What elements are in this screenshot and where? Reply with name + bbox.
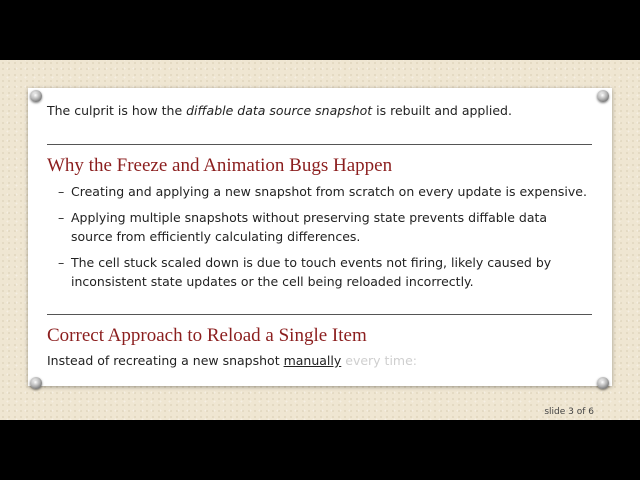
bullet-text: Applying multiple snapshots without preserving state prevents diffable data source from efficiently calculating differences. [71,209,548,244]
bullet-marker: – [58,209,65,225]
bullet-item [58,253,588,292]
pushpin-icon [30,90,42,102]
pushpin-icon [597,377,609,389]
intro-emphasis: diffable data source snapshot [186,103,373,118]
divider [47,314,592,315]
intro-text [47,103,512,118]
section2-underlined: manually [283,353,342,368]
section-heading-why-bugs: Why the Freeze and Animation Bugs Happen [47,155,393,176]
pushpin-icon [30,377,42,389]
slide-number: slide 3 of 6 [544,407,594,417]
bullet-marker: – [58,184,65,199]
bullet-list [58,182,588,298]
bullet-text: Creating and applying a new snapshot from scratch on every update is expensive. [71,184,587,199]
intro-after: is rebuilt and applied. [372,103,512,118]
section2-faded: every time: [341,353,417,368]
pushpin-icon [597,90,609,102]
section2-before: Instead of recreating a new snapshot [47,353,284,368]
bullet-item [58,182,588,202]
section-heading-correct-approach: Correct Approach to Reload a Single Item [47,325,367,346]
section2-text [47,353,417,368]
divider [47,144,592,145]
bullet-marker: – [58,254,65,270]
bullet-item [58,208,588,247]
intro-before: The culprit is how the [47,103,187,118]
bullet-text: The cell stuck scaled down is due to touch events not firing, likely caused by inconsistent state updates or the cell being reloaded incorrectly. [71,254,552,289]
